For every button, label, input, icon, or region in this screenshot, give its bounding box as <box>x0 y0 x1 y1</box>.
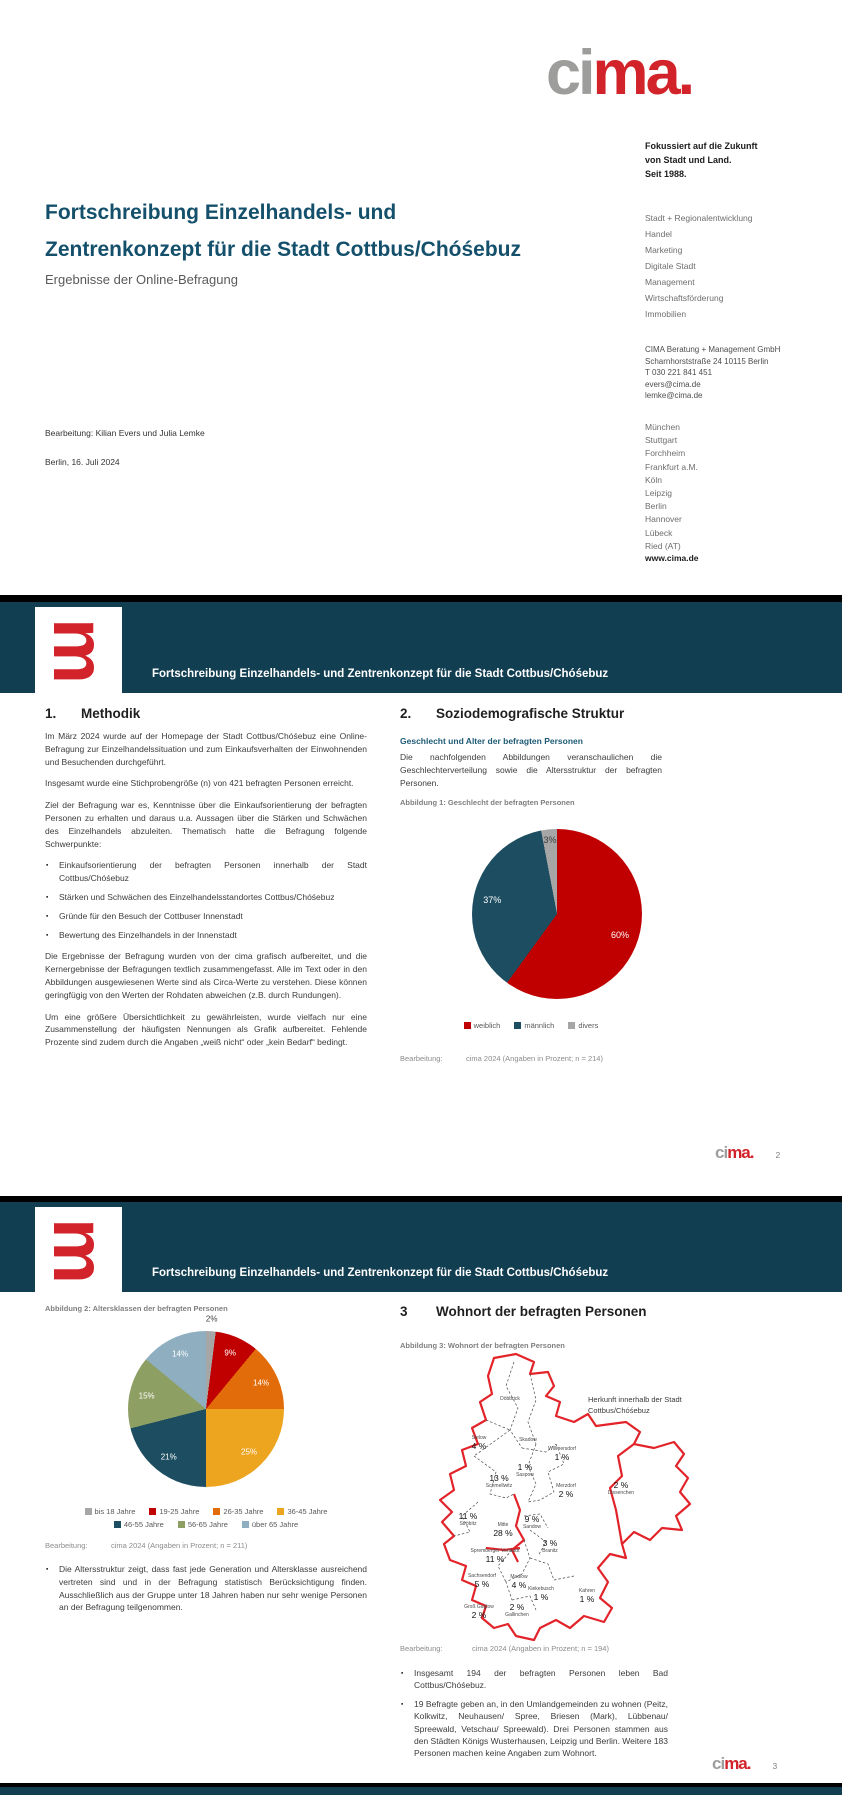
tagline-line: von Stadt und Land. <box>645 155 732 165</box>
source-text: cima 2024 (Angaben in Prozent; n = 194) <box>472 1644 609 1653</box>
figure3-caption: Abbildung 3: Wohnort der befragten Personen <box>400 1341 565 1350</box>
legend-label: 26-35 Jahre <box>223 1507 264 1516</box>
office-cities <box>645 421 698 553</box>
legend-label: divers <box>578 1021 599 1031</box>
service-item: Wirtschaftsförderung <box>645 293 724 303</box>
source-label: Bearbeitung: <box>400 1054 443 1064</box>
bullet-item: ▪ Insgesamt 194 der befragten Personen leben Bad Cottbus/Chóśebuz. <box>400 1667 668 1692</box>
page2-header-band <box>0 602 842 693</box>
page3-header-band <box>0 1202 842 1292</box>
legend-label: 19-25 Jahre <box>159 1507 200 1516</box>
section-2-title: Soziodemografische Struktur <box>436 706 625 721</box>
service-item: Handel <box>645 229 672 239</box>
legend-item <box>514 1021 554 1030</box>
subsection-heading: Geschlecht und Alter der befragten Personen <box>400 736 583 746</box>
editor-line: Bearbeitung: Kilian Evers und Julia Lemke <box>45 428 205 438</box>
section-1-title: Methodik <box>81 706 141 721</box>
header-band-title: Fortschreibung Einzelhandels- und Zentrenkonzept für die Stadt Cottbus/Chóśebuz <box>152 1267 609 1279</box>
address-line: T 030 221 841 451 <box>645 368 713 377</box>
pie-value-label: 60% <box>611 929 630 940</box>
legend-swatch <box>464 1022 471 1029</box>
city-item: Frankfurt a.M. <box>645 461 698 472</box>
wohnort-bullet-list <box>400 1667 668 1760</box>
page-number: 2 <box>775 1150 781 1160</box>
district-label: Döbbrick <box>500 1396 520 1403</box>
age-structure-note <box>45 1563 367 1614</box>
district-label: Skadow <box>519 1437 537 1444</box>
paragraph: Um eine größere Übersichtlichkeit zu gewährleisten, wurde vielfach nur eine Zusammenstellung der häufigsten Nennungen als Grafik aufbereitet. Fehlende Prozente sind zudem durch die Angaben „weiß nicht“ oder „kein Bedarf“ bedingt. <box>45 1011 367 1048</box>
address-line: lemke@cima.de <box>645 391 703 400</box>
section-1-heading <box>45 706 367 721</box>
cima-logo <box>546 38 693 108</box>
legend-swatch <box>213 1508 220 1515</box>
source-text: cima 2024 (Angaben in Prozent; n = 211) <box>111 1541 248 1550</box>
legend-label: 56-65 Jahre <box>187 1520 228 1529</box>
page-number: 3 <box>772 1761 778 1771</box>
address-line: Scharnhorststraße 24 10115 Berlin <box>645 356 769 366</box>
district-label: Willmersdorf 1 % <box>548 1446 576 1462</box>
legend-label: 36-45 Jahre <box>287 1507 328 1516</box>
figure1-caption: Abbildung 1: Geschlecht der befragten Personen <box>400 798 575 808</box>
service-item: Marketing <box>645 245 683 255</box>
title-line-2: Zentrenkonzept für die Stadt Cottbus/Chóśebuz <box>45 238 521 261</box>
pie-value-label: 14% <box>253 1378 270 1388</box>
legend-swatch <box>114 1521 121 1528</box>
city-item: München <box>645 422 680 432</box>
district-label: Kiekebusch 1 % <box>528 1586 554 1602</box>
page2-footer <box>715 1144 780 1161</box>
footer-cima-logo: cima. <box>715 1143 754 1162</box>
document-subtitle: Ergebnisse der Online-Befragung <box>45 272 238 287</box>
legend-swatch <box>178 1521 185 1528</box>
cima-mark-box <box>35 1207 122 1300</box>
figure2-source <box>45 1541 367 1550</box>
figure1-source <box>400 1054 662 1063</box>
legend-item <box>85 1507 136 1516</box>
city-item: Ried (AT) <box>645 540 681 551</box>
district-label: Sandow 9 % <box>522 1514 542 1531</box>
pie-value-label: 3% <box>543 834 557 845</box>
section-1-number: 1. <box>45 706 57 721</box>
district-label: Spremberger Vorstadt 11 % <box>470 1548 520 1564</box>
legend-item <box>178 1520 228 1529</box>
address-line: CIMA Beratung + Management GmbH <box>645 345 781 354</box>
paragraph: Ziel der Befragung war es, Kenntnisse über die Einkaufsorientierung der befragten Personen zu erhalten und daraus u.a. Aussagen über die Stärken und Schwächen des Einzelhandels abzuleiten. Thematisch hatte die Befragung folgende Schwerpunkte: <box>45 800 367 849</box>
cima-mark-icon: m <box>37 617 121 684</box>
service-item: Stadt + Regionalentwicklung <box>645 213 753 223</box>
section-2-heading <box>400 706 662 721</box>
legend-swatch <box>242 1521 249 1528</box>
city-item: Lübeck <box>645 527 673 538</box>
bullet-item: ▪ 19 Befragte geben an, in den Umlandgemeinden zu wohnen (Peitz, Kolkwitz, Neuhausen/ Spree, Briesen (Mark), Lübbenau/ Spreewald, Vetschau/ Spreewald). Drei Personen stammen aus den Städten Königs Wusterhausen, Leipzig und Berlin. Weitere 183 Personen machen keine Angaben zum Wohnort. <box>400 1698 668 1760</box>
legend-item <box>277 1507 327 1516</box>
page3-map-notes <box>400 1644 668 1760</box>
bullet-item: ▪ Bewertung des Einzelhandels in der Innenstadt <box>45 929 367 942</box>
pie-value-label: 9% <box>224 1348 236 1358</box>
pie-value-label: 25% <box>241 1447 258 1457</box>
legend-item <box>242 1520 298 1529</box>
legend-item <box>568 1021 598 1030</box>
city-item: Forchheim <box>645 448 686 459</box>
website-url: www.cima.de <box>645 553 699 563</box>
section-3-heading <box>400 1304 668 1319</box>
paragraph: Die Ergebnisse der Befragung wurden von der cima grafisch aufbereitet, und die Kernergebnisse der Befragungen textlich zusammengefasst. Alle im Text oder in den Abbildungen ausgewiesenen Werte sind als Circa-Werte zu verstehen. Diese können geringfügig von den Werten der Rohdaten abweichen (z.B. durch Rundungen). <box>45 951 367 1000</box>
title-line-1: Fortschreibung Einzelhandels- und <box>45 201 397 224</box>
cima-logo-gray: ci <box>546 38 593 108</box>
section-3-title: Wohnort der befragten Personen <box>436 1304 647 1319</box>
pie-value-label: 21% <box>160 1452 177 1462</box>
page3-footer <box>712 1755 777 1772</box>
legend-swatch <box>85 1508 92 1515</box>
gender-pie-legend <box>400 1021 662 1030</box>
city-item: Leipzig <box>645 488 672 499</box>
service-item: Management <box>645 277 695 287</box>
legend-item <box>213 1507 263 1516</box>
district-label: Ströbitz 11 % <box>458 1511 478 1528</box>
paragraph: Im März 2024 wurde auf der Homepage der Stadt Cottbus/Chóśebuz eine Online-Befragung zur Einzelhandelssituation und zum Einkaufsverhalten der Einwohnenden und Besuchenden durchgeführt. <box>45 731 367 767</box>
district-label: Schmellwitz 13 % <box>485 1473 513 1490</box>
legend-item <box>464 1021 501 1030</box>
company-address <box>645 344 780 402</box>
bullet-item: ▪ Einkaufsorientierung der befragten Personen innerhalb der Stadt Cottbus/Chóśebuz <box>45 859 367 885</box>
service-item: Immobilien <box>645 309 687 319</box>
district-label: Sielow 4 % <box>471 1435 487 1451</box>
figure3-source <box>400 1644 668 1653</box>
bullet-item: ▪ Stärken und Schwächen des Einzelhandelsstandortes Cottbus/Chóśebuz <box>45 891 367 904</box>
legend-item <box>114 1520 164 1529</box>
services-list <box>645 210 753 322</box>
legend-item <box>149 1507 199 1516</box>
date-line: Berlin, 16. Juli 2024 <box>45 457 120 467</box>
source-text: cima 2024 (Angaben in Prozent; n = 214) <box>466 1054 603 1064</box>
district-label: Groß Gaglow 2 % <box>464 1604 494 1620</box>
legend-swatch <box>277 1508 284 1515</box>
age-pie-chart <box>128 1314 284 1487</box>
district-label: Merzdorf 2 % <box>556 1483 576 1499</box>
wohnort-district-map <box>378 1352 703 1644</box>
bullet-item: ▪ Gründe für den Besuch der Cottbuser Innenstadt <box>45 910 367 923</box>
legend-label: über 65 Jahre <box>251 1520 299 1529</box>
district-label: Saspow 1 % <box>516 1462 534 1479</box>
legend-swatch <box>568 1022 575 1029</box>
district-label: Kahren 1 % <box>578 1588 596 1604</box>
district-label: Mitte 28 % <box>493 1522 513 1538</box>
topics-bullet-list <box>45 859 367 941</box>
figure2-caption: Abbildung 2: Altersklassen der befragten Personen <box>45 1304 228 1313</box>
legend-label: weiblich <box>473 1021 501 1031</box>
legend-label: 46-55 Jahre <box>123 1520 164 1529</box>
pie-value-label: 15% <box>138 1391 155 1401</box>
city-item: Köln <box>645 474 663 485</box>
cima-mark-icon: m <box>37 1217 121 1284</box>
document-title <box>45 194 645 268</box>
header-band-title: Fortschreibung Einzelhandels- und Zentrenkonzept für die Stadt Cottbus/Chóśebuz <box>152 668 609 680</box>
bullet-item: ▪ Die Altersstruktur zeigt, dass fast jede Generation und Altersklasse ausreichend vertreten sind und in der Befragung statistisch Berücksichtigung finden. Ausschließlich aus der Gruppe unter 18 Jahren haben nur sehr wenige Personen an der Befragung teilgenommen. <box>45 1563 367 1614</box>
page-separator <box>0 595 842 602</box>
paragraph: Insgesamt wurde eine Stichprobengröße (n) von 421 befragten Personen erreicht. <box>45 778 354 789</box>
legend-label: männlich <box>524 1021 555 1031</box>
gender-pie-chart <box>472 829 642 999</box>
section-2-number: 2. <box>400 706 412 721</box>
page2-right-column <box>400 693 662 1063</box>
district-label: Branitz 3 % <box>542 1538 558 1555</box>
paragraph: Die nachfolgenden Abbildungen veranschaulichen die Geschlechterverteilung sowie die Altersstruktur der befragten Personen. <box>400 752 662 788</box>
city-item: Hannover <box>645 514 682 525</box>
district-label: Sachsendorf 5 % <box>467 1573 497 1589</box>
district-label: Dissenchen 2 % <box>607 1480 635 1497</box>
pie-value-label: 14% <box>172 1349 189 1359</box>
pie-value-label: 37% <box>483 894 502 905</box>
brand-tagline <box>645 139 758 181</box>
district-label: Gallinchen 2 % <box>505 1602 529 1619</box>
page3-left-column <box>45 1292 367 1614</box>
cima-logo-red: ma. <box>592 38 693 108</box>
next-page-band-edge <box>0 1787 842 1795</box>
city-item: Berlin <box>645 501 667 512</box>
page3-right-column <box>400 1292 668 1350</box>
map-annotation: Herkunft innerhalb der Stadt Cottbus/Chóśebuz <box>588 1395 682 1415</box>
tagline-line: Fokussiert auf die Zukunft <box>645 141 758 151</box>
cima-mark-box <box>35 607 122 700</box>
district-label: Madlow 4 % <box>510 1574 528 1590</box>
legend-swatch <box>514 1022 521 1029</box>
page2-left-column <box>45 693 367 1049</box>
legend-label: bis 18 Jahre <box>94 1507 136 1516</box>
footer-cima-logo: cima. <box>712 1754 751 1773</box>
pie-value-label: 2% <box>205 1314 218 1324</box>
section-3-number: 3 <box>400 1304 408 1319</box>
tagline-line: Seit 1988. <box>645 169 687 179</box>
city-item: Stuttgart <box>645 435 678 446</box>
address-line: evers@cima.de <box>645 379 701 389</box>
age-pie-legend <box>80 1507 332 1529</box>
legend-swatch <box>149 1508 156 1515</box>
service-item: Digitale Stadt <box>645 261 696 271</box>
source-label: Bearbeitung: <box>400 1644 443 1653</box>
source-label: Bearbeitung: <box>45 1541 88 1550</box>
